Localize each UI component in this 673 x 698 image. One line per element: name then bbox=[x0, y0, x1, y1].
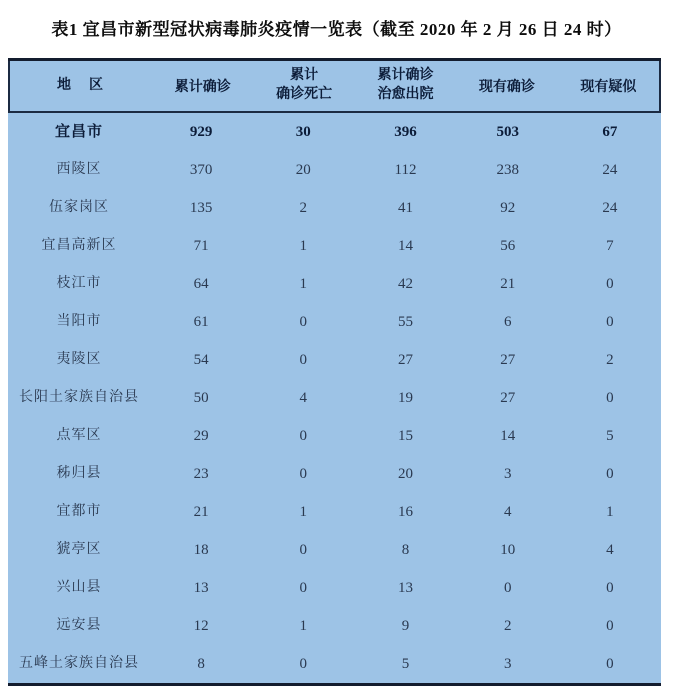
value-cell: 2 bbox=[299, 199, 308, 216]
region-cell: 兴山县 bbox=[56, 580, 102, 596]
value-cell: 13 bbox=[193, 579, 209, 596]
value-cell: 6 bbox=[503, 313, 512, 330]
value-cell: 15 bbox=[398, 427, 413, 444]
value-cell: 21 bbox=[193, 503, 209, 520]
column-header-cum-deaths-line1: 累计 bbox=[290, 68, 319, 84]
column-header-cum-cured-line1: 累计确诊 bbox=[377, 68, 434, 84]
value-cell: 0 bbox=[299, 351, 308, 368]
value-cell: 0 bbox=[606, 465, 614, 482]
region-cell: 枝江市 bbox=[56, 276, 102, 292]
value-cell: 18 bbox=[193, 541, 209, 558]
value-cell: 20 bbox=[398, 465, 413, 482]
value-cell: 929 bbox=[189, 123, 213, 140]
value-cell: 0 bbox=[606, 389, 614, 406]
value-cell: 1 bbox=[299, 503, 308, 520]
value-cell: 2 bbox=[503, 617, 512, 634]
region-cell: 宜都市 bbox=[56, 504, 102, 520]
table-row bbox=[8, 189, 661, 227]
value-cell: 0 bbox=[606, 579, 614, 596]
table-row bbox=[8, 341, 661, 379]
value-cell: 0 bbox=[503, 579, 512, 596]
value-cell: 3 bbox=[503, 465, 512, 482]
column-header-cum-deaths-line2: 确诊死亡 bbox=[276, 87, 333, 102]
table-row bbox=[8, 379, 661, 417]
region-cell: 宜昌高新区 bbox=[41, 238, 117, 254]
value-cell: 55 bbox=[398, 313, 413, 330]
table-body bbox=[8, 113, 661, 683]
value-cell: 10 bbox=[500, 541, 516, 558]
value-cell: 370 bbox=[189, 161, 213, 178]
table-row bbox=[8, 151, 661, 189]
value-cell: 14 bbox=[500, 427, 516, 444]
value-cell: 13 bbox=[398, 579, 413, 596]
region-cell: 宜昌市 bbox=[54, 123, 103, 140]
table-row bbox=[8, 607, 661, 645]
value-cell: 20 bbox=[295, 161, 311, 178]
value-cell: 67 bbox=[602, 123, 618, 140]
value-cell: 92 bbox=[500, 199, 516, 216]
region-cell: 夷陵区 bbox=[56, 352, 102, 368]
region-cell: 五峰土家族自治县 bbox=[19, 656, 139, 672]
value-cell: 3 bbox=[503, 655, 512, 672]
value-cell: 14 bbox=[398, 237, 413, 254]
region-cell: 点军区 bbox=[56, 428, 102, 444]
table-row bbox=[8, 265, 661, 303]
value-cell: 1 bbox=[606, 503, 614, 520]
table-row bbox=[8, 493, 661, 531]
value-cell: 1 bbox=[299, 237, 308, 254]
value-cell: 8 bbox=[401, 541, 410, 558]
value-cell: 19 bbox=[398, 389, 413, 406]
value-cell: 0 bbox=[606, 617, 614, 634]
value-cell: 12 bbox=[193, 617, 209, 634]
value-cell: 64 bbox=[193, 275, 209, 292]
value-cell: 238 bbox=[496, 161, 519, 178]
value-cell: 9 bbox=[401, 617, 410, 634]
column-header-cum-confirmed: 累计确诊 bbox=[174, 80, 231, 95]
value-cell: 41 bbox=[398, 199, 413, 216]
value-cell: 0 bbox=[606, 275, 614, 292]
value-cell: 24 bbox=[602, 199, 618, 216]
table-row bbox=[8, 455, 661, 493]
table-row bbox=[8, 569, 661, 607]
value-cell: 135 bbox=[189, 199, 213, 216]
column-header-current-confirmed: 现有确诊 bbox=[478, 80, 535, 95]
region-cell: 伍家岗区 bbox=[49, 200, 109, 216]
value-cell: 0 bbox=[299, 541, 308, 558]
table-row bbox=[8, 531, 661, 569]
column-header-region: 地 区 bbox=[57, 78, 105, 94]
page-title: 表1 宜昌市新型冠状病毒肺炎疫情一览表（截至 2020 年 2 月 26 日 24 时） bbox=[51, 20, 622, 39]
column-header-cum-cured-line2: 治愈出院 bbox=[377, 87, 434, 102]
region-cell: 远安县 bbox=[56, 618, 102, 634]
region-cell: 西陵区 bbox=[56, 162, 102, 178]
value-cell: 1 bbox=[299, 275, 308, 292]
column-header-cum-deaths bbox=[253, 67, 354, 105]
table-row bbox=[8, 113, 661, 151]
region-cell: 当阳市 bbox=[56, 314, 102, 330]
value-cell: 0 bbox=[606, 655, 614, 672]
value-cell: 50 bbox=[193, 389, 209, 406]
value-cell: 0 bbox=[606, 313, 614, 330]
value-cell: 0 bbox=[299, 655, 308, 672]
value-cell: 4 bbox=[299, 389, 308, 406]
region-cell: 长阳土家族自治县 bbox=[19, 390, 139, 406]
column-header-cum-cured bbox=[355, 67, 456, 105]
value-cell: 27 bbox=[500, 389, 516, 406]
value-cell: 29 bbox=[193, 427, 209, 444]
value-cell: 4 bbox=[606, 541, 614, 558]
value-cell: 16 bbox=[398, 503, 413, 520]
value-cell: 30 bbox=[295, 123, 311, 140]
value-cell: 21 bbox=[500, 275, 516, 292]
value-cell: 5 bbox=[606, 427, 614, 444]
value-cell: 8 bbox=[197, 655, 205, 672]
table-row bbox=[8, 417, 661, 455]
value-cell: 23 bbox=[193, 465, 209, 482]
value-cell: 2 bbox=[606, 351, 614, 368]
value-cell: 0 bbox=[299, 427, 308, 444]
value-cell: 61 bbox=[193, 313, 209, 330]
value-cell: 4 bbox=[503, 503, 512, 520]
value-cell: 1 bbox=[299, 617, 308, 634]
table-row bbox=[8, 645, 661, 683]
value-cell: 503 bbox=[496, 123, 519, 140]
value-cell: 7 bbox=[606, 237, 614, 254]
value-cell: 396 bbox=[394, 123, 417, 140]
value-cell: 27 bbox=[500, 351, 516, 368]
value-cell: 27 bbox=[398, 351, 413, 368]
value-cell: 42 bbox=[398, 275, 413, 292]
value-cell: 71 bbox=[193, 237, 209, 254]
table-row bbox=[8, 303, 661, 341]
value-cell: 56 bbox=[500, 237, 516, 254]
value-cell: 5 bbox=[401, 655, 410, 672]
epidemic-table bbox=[8, 58, 661, 686]
value-cell: 24 bbox=[602, 161, 618, 178]
value-cell: 112 bbox=[394, 161, 417, 178]
value-cell: 54 bbox=[193, 351, 209, 368]
value-cell: 0 bbox=[299, 465, 308, 482]
column-header-current-suspected: 现有疑似 bbox=[580, 80, 637, 95]
value-cell: 0 bbox=[299, 313, 308, 330]
table-header-row bbox=[8, 61, 661, 113]
value-cell: 0 bbox=[299, 579, 308, 596]
region-cell: 猇亭区 bbox=[56, 542, 102, 558]
region-cell: 秭归县 bbox=[56, 466, 102, 482]
table-row bbox=[8, 227, 661, 265]
